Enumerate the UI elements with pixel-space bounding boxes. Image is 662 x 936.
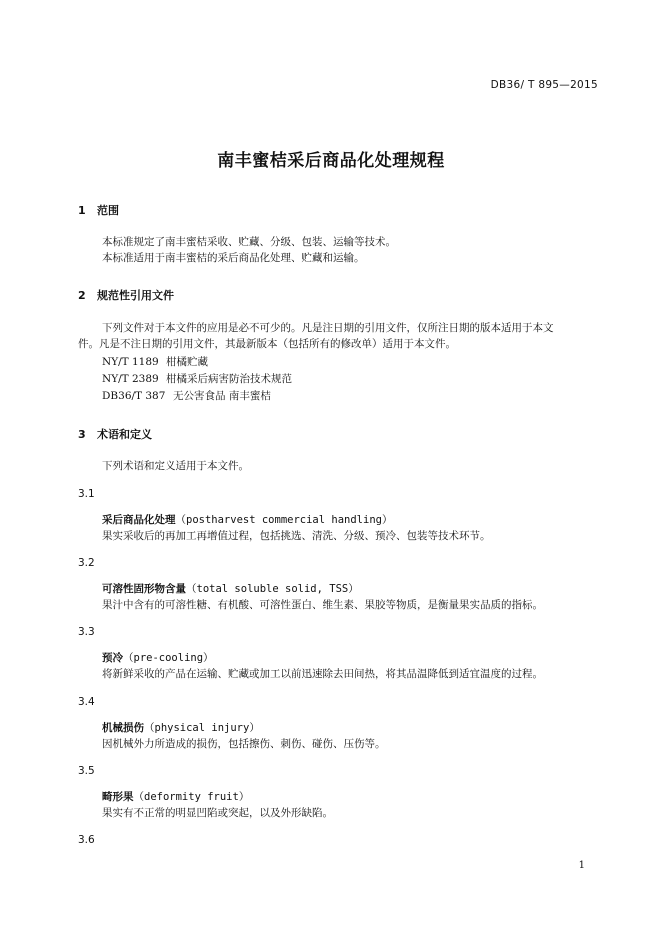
document-title: 南丰蜜桔采后商品化处理规程 bbox=[217, 151, 445, 171]
reference-item bbox=[102, 371, 292, 387]
section-number: 2 bbox=[78, 289, 86, 302]
term-title bbox=[102, 581, 359, 596]
term-definition: 果汁中含有的可溶性糖、有机酸、可溶性蛋白、维生素、果胶等物质，是衡量果实品质的指标。 bbox=[102, 599, 543, 611]
reference-name: 无公害食品 南丰蜜桔 bbox=[173, 390, 271, 402]
paragraph: 下列文件对于本文件的应用是必不可少的。凡是注日期的引用文件，仅所注日期的版本适用于本文 bbox=[102, 322, 554, 334]
term-title-zh: 机械损伤 bbox=[102, 722, 144, 734]
page-number: 1 bbox=[578, 860, 585, 871]
reference-item bbox=[102, 388, 271, 404]
reference-code: NY/T 1189 bbox=[102, 356, 159, 368]
term-title bbox=[102, 789, 249, 804]
standard-code: DB36/ T 895—2015 bbox=[490, 79, 598, 91]
term-definition: 果实有不正常的明显凹陷或突起，以及外形缺陷。 bbox=[102, 807, 333, 819]
reference-code: NY/T 2389 bbox=[102, 373, 159, 385]
term-title-en: （total soluble solid, TSS） bbox=[186, 583, 359, 595]
term-number: 3.4 bbox=[78, 696, 95, 708]
term-title-en: （physical injury） bbox=[144, 722, 260, 734]
section-number: 1 bbox=[78, 204, 86, 217]
term-definition: 因机械外力所造成的损伤，包括擦伤、刺伤、碰伤、压伤等。 bbox=[102, 738, 386, 750]
term-number: 3.3 bbox=[78, 626, 95, 638]
reference-code: DB36/T 387 bbox=[102, 390, 166, 402]
term-definition: 果实采收后的再加工再增值过程，包括挑选、清洗、分级、预冷、包装等技术环节。 bbox=[102, 530, 491, 542]
reference-name: 柑橘贮藏 bbox=[166, 356, 208, 368]
section-title: 规范性引用文件 bbox=[97, 289, 174, 302]
term-title-en: （pre-cooling） bbox=[123, 652, 214, 664]
term-title-zh: 预冷 bbox=[102, 652, 123, 664]
term-title-zh: 采后商品化处理 bbox=[102, 514, 176, 526]
term-title-en: （deformity fruit） bbox=[133, 791, 250, 803]
term-title-en: （postharvest commercial handling） bbox=[175, 514, 393, 526]
section-title: 术语和定义 bbox=[97, 428, 152, 441]
term-title bbox=[102, 650, 214, 665]
section-number: 3 bbox=[78, 428, 86, 441]
paragraph: 件。凡是不注日期的引用文件，其最新版本（包括所有的修改单）适用于本文件。 bbox=[78, 338, 456, 350]
term-title bbox=[102, 512, 392, 527]
term-number: 3.6 bbox=[78, 834, 95, 846]
term-title-zh: 可溶性固形物含量 bbox=[102, 583, 186, 595]
term-number: 3.5 bbox=[78, 765, 95, 777]
paragraph: 本标准适用于南丰蜜桔的采后商品化处理、贮藏和运输。 bbox=[102, 252, 365, 264]
term-number: 3.2 bbox=[78, 557, 95, 569]
reference-name: 柑橘采后病害防治技术规范 bbox=[166, 373, 292, 385]
term-title bbox=[102, 720, 260, 735]
paragraph: 本标准规定了南丰蜜桔采收、贮藏、分级、包装、运输等技术。 bbox=[102, 236, 396, 248]
reference-item bbox=[102, 354, 208, 370]
term-number: 3.1 bbox=[78, 488, 95, 500]
section-heading-3 bbox=[78, 426, 152, 442]
section-heading-1 bbox=[78, 202, 119, 218]
section-heading-2 bbox=[78, 287, 174, 303]
term-definition: 将新鲜采收的产品在运输、贮藏或加工以前迅速除去田间热，将其品温降低到适宜温度的过程。 bbox=[102, 668, 543, 680]
term-title-zh: 畸形果 bbox=[102, 791, 134, 803]
section-title: 范围 bbox=[97, 204, 119, 217]
paragraph: 下列术语和定义适用于本文件。 bbox=[102, 460, 249, 472]
